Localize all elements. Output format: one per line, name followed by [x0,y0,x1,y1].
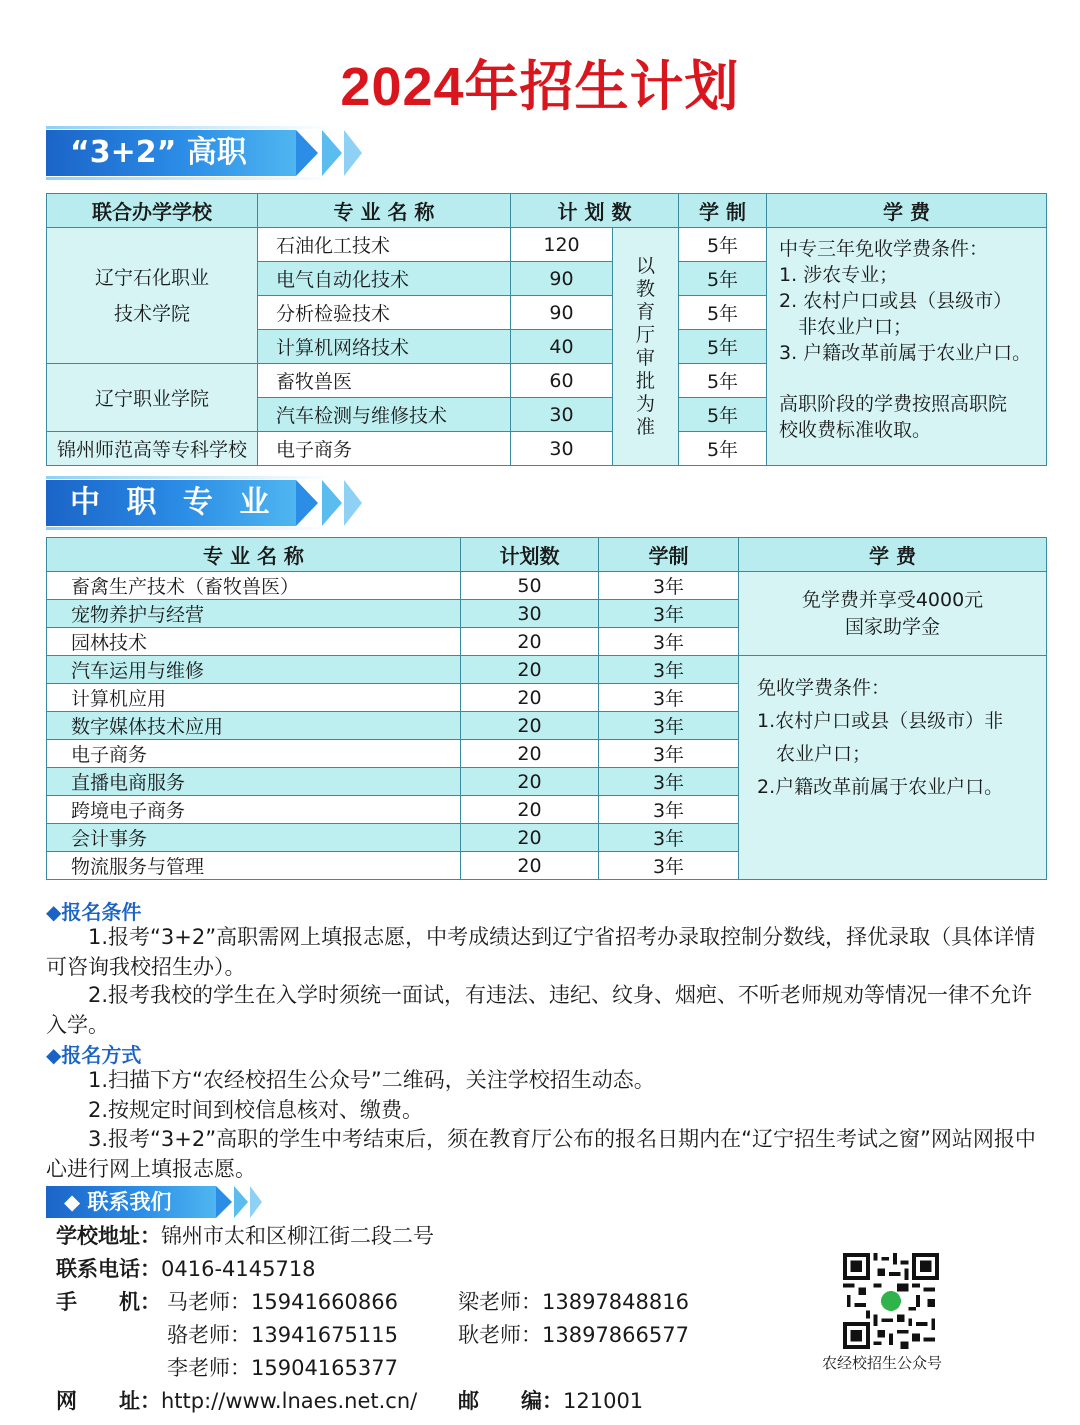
address-line [56,1222,434,1250]
fee-condition-line: 高职阶段的学费按照高职院 [779,393,1008,415]
major-cell: 宠物养护与经营 [47,600,461,628]
plan-cell: 20 [461,712,599,740]
years-cell: 3年 [599,796,739,824]
plan-cell: 50 [461,572,599,600]
approval-note-text: 以 教 育 厅 审 批 为 准 [635,254,655,438]
years-cell: 3年 [599,600,739,628]
major-cell: 电子商务 [47,740,461,768]
years-cell: 5年 [679,364,767,398]
chevron-right-icon [322,480,342,526]
phone-label: 联系电话： [56,1257,161,1281]
years-cell: 5年 [679,228,767,262]
major-cell: 计算机网络技术 [258,330,511,364]
plan-cell: 120 [511,228,613,262]
fee-condition-line [779,366,1034,391]
chevron-right-icon [296,130,318,176]
fee-condition-line: 免收学费条件： [757,677,891,699]
school-cell: 锦州师范高等专科学校 [47,432,258,466]
website-link[interactable]: http://www.lnaes.net.cn/ [161,1389,418,1413]
header-years: 学 制 [679,194,767,228]
plan-cell: 20 [461,824,599,852]
major-cell: 跨境电子商务 [47,796,461,824]
years-cell: 3年 [599,684,739,712]
qr-code-icon[interactable] [843,1253,939,1349]
paragraph: 1.扫描下方“农经校招生公众号”二维码，关注学校招生动态。 [88,1068,655,1092]
school-cell: 辽宁职业学院 [47,364,258,432]
plan-cell: 20 [461,768,599,796]
fee-subsidy [739,572,1047,656]
table-header-row [47,194,1047,228]
chevron-right-icon [344,130,362,176]
plan-cell: 20 [461,740,599,768]
paragraph: 2.报考我校的学生在入学时须统一面试，有违法、违纪、纹身、烟疤、不听老师规劝等情况一律不允许入学。 [46,983,1033,1037]
fee-condition-line: 校收费标准收取。 [779,419,932,441]
years-cell: 5年 [679,296,767,330]
page-title: 2024年招生计划 [340,57,740,117]
fee-condition-line: 1. 涉农专业； [779,264,899,286]
website-line [56,1387,417,1415]
heading-signup-conditions: ◆报名条件 [46,900,142,924]
phone-value: 0416-4145718 [161,1257,316,1281]
years-cell: 5年 [679,432,767,466]
zip-value: 121001 [563,1389,644,1413]
major-cell: 电气自动化技术 [258,262,511,296]
fee-condition-line: 3. 户籍改革前属于农业户口。 [779,342,1032,364]
fee-condition-line: 中专三年免收学费条件： [779,238,989,260]
fee-conditions-text [779,236,1034,443]
heading-signup-methods: ◆报名方式 [46,1043,142,1067]
fee-conditions [739,656,1047,880]
major-cell: 计算机应用 [47,684,461,712]
header-years: 学制 [599,538,739,572]
paragraph: 3.报考“3+2”高职的学生中考结束后，须在教育厅公布的报名日期内在“辽宁招生考试之窗”网站网报中心进行网上填报志愿。 [46,1127,1036,1181]
paragraph: 2.按规定时间到校信息核对、缴费。 [88,1098,424,1122]
plan-cell: 40 [511,330,613,364]
teacher-contact: 骆老师：13941675115 [167,1323,398,1347]
major-cell: 分析检验技术 [258,296,511,330]
chevron-right-icon [234,1186,248,1218]
header-plan: 计划数 [461,538,599,572]
years-cell: 3年 [599,852,739,880]
plan-cell: 20 [461,796,599,824]
plan-cell: 90 [511,262,613,296]
chevron-right-icon [296,480,318,526]
chevron-right-icon [344,480,362,526]
section-banner-3plus2: “3+2” 高职 [46,130,336,176]
plan-cell: 20 [461,684,599,712]
plan-cell: 30 [511,432,613,466]
fee-condition-line: 1.农村户口或县（县级市）非 [757,710,1004,732]
major-cell: 园林技术 [47,628,461,656]
header-school: 联合办学学校 [47,194,258,228]
fee-condition-line: 2.户籍改革前属于农业户口。 [757,776,1004,798]
table-row [47,656,1047,684]
plan-cell: 30 [461,600,599,628]
school-name-line: 技术学院 [113,302,190,325]
chevron-right-icon [250,1186,262,1218]
plan-cell: 20 [461,628,599,656]
plan-cell: 20 [461,656,599,684]
major-cell: 会计事务 [47,824,461,852]
years-cell: 3年 [599,656,739,684]
table-row [47,228,1047,262]
major-cell: 畜禽生产技术（畜牧兽医） [47,572,461,600]
zip-label: 邮 编： [458,1389,563,1413]
header-fee: 学 费 [767,194,1047,228]
website-label: 网 址： [56,1389,161,1413]
table-row [47,572,1047,600]
major-cell: 物流服务与管理 [47,852,461,880]
qr-caption: 农经校招生公众号 [822,1354,943,1372]
plan-cell: 20 [461,852,599,880]
address-label: 学校地址： [56,1224,161,1248]
phone-line [56,1255,316,1283]
years-cell: 5年 [679,262,767,296]
header-major: 专 业 名 称 [258,194,511,228]
teacher-contact: 梁老师：13897848816 [458,1290,689,1314]
teacher-contact: 李老师：15904165377 [167,1356,398,1380]
years-cell: 3年 [599,740,739,768]
address-value: 锦州市太和区柳江街二段二号 [161,1224,434,1248]
major-cell: 汽车运用与维修 [47,656,461,684]
fee-condition-line: 2. 农村户口或县（县级市） [779,290,1013,312]
chevron-right-icon [216,1186,232,1218]
school-cell [47,228,258,364]
years-cell: 3年 [599,712,739,740]
header-plan: 计 划 数 [511,194,679,228]
fee-subsidy-line: 国家助学金 [844,615,940,638]
mobile-label [56,1288,161,1316]
years-cell: 5年 [679,330,767,364]
section-banner-contact: ◆ 联系我们 [46,1186,246,1218]
years-cell: 3年 [599,768,739,796]
fee-condition-line: 农业户口； [757,743,872,765]
major-cell: 直播电商服务 [47,768,461,796]
years-cell: 3年 [599,628,739,656]
table-header-row [47,538,1047,572]
teacher-contact: 耿老师：13897866577 [458,1323,689,1347]
header-fee: 学 费 [739,538,1047,572]
major-cell: 石油化工技术 [258,228,511,262]
fee-conditions [767,228,1047,466]
major-cell: 汽车检测与维修技术 [258,398,511,432]
paragraph: 1.报考“3+2”高职需网上填报志愿，中考成绩达到辽宁省招考办录取控制分数线，择优录取（具体详情可咨询我校招生办）。 [46,925,1036,979]
table-3plus2 [46,193,1047,466]
major-cell: 电子商务 [258,432,511,466]
plan-cell: 60 [511,364,613,398]
mobile-label-text: 手 机： [56,1290,161,1314]
chevron-right-icon [322,130,342,176]
table-secondary [46,537,1047,880]
teacher-contact: 马老师：15941660866 [167,1290,398,1314]
approval-note [613,228,679,466]
zip-line [458,1387,643,1415]
years-cell: 5年 [679,398,767,432]
major-cell: 畜牧兽医 [258,364,511,398]
header-major: 专 业 名 称 [47,538,461,572]
plan-cell: 30 [511,398,613,432]
school-name-line: 辽宁石化职业 [94,266,209,289]
years-cell: 3年 [599,824,739,852]
plan-cell: 90 [511,296,613,330]
fee-subsidy-line: 免学费并享受4000元 [801,588,984,611]
major-cell: 数字媒体技术应用 [47,712,461,740]
section-banner-secondary: 中 职 专 业 [46,480,336,526]
years-cell: 3年 [599,572,739,600]
fee-condition-line: 非农业户口； [779,316,913,338]
